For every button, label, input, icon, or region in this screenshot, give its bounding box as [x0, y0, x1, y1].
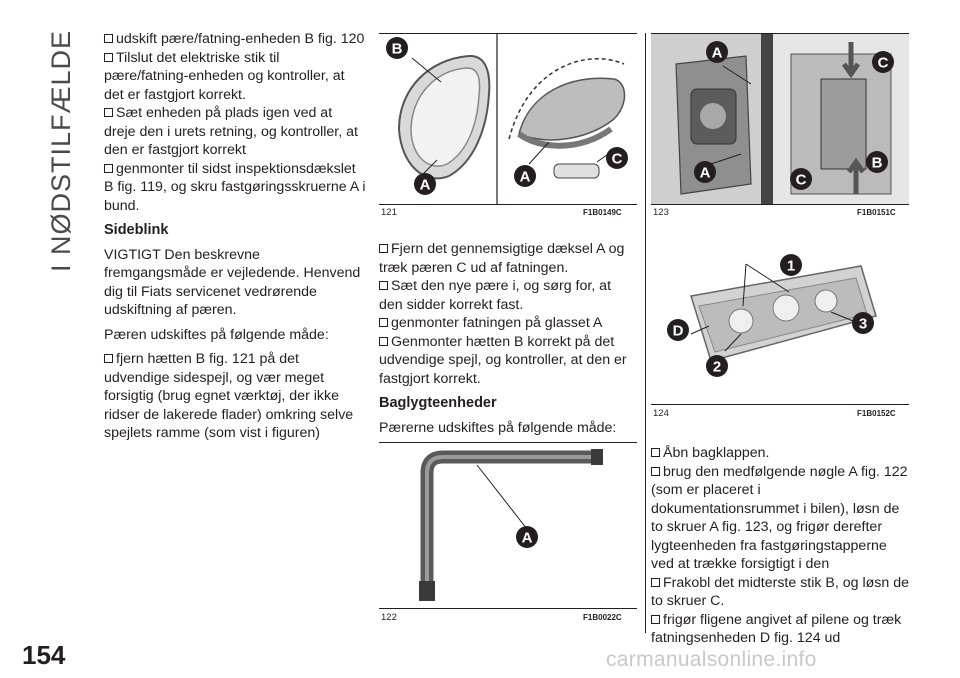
- figure-124-number: 124: [653, 408, 669, 419]
- figure-123-bottom-rule: [651, 204, 909, 205]
- bullet-item: [651, 463, 910, 574]
- checkbox-bullet-icon: [379, 244, 388, 253]
- bullet-item: [651, 611, 910, 648]
- bullet-text: Genmonter hætten B korrekt på det udvendige spejl, og kontroller, at den er fastgjort korrekt.: [379, 333, 627, 387]
- figure-123-label-b: B: [871, 154, 883, 172]
- figure-123: [651, 34, 909, 204]
- bullet-text: Tilslut det elektriske stik til pære/fatning-enheden og kontroller, at det er fastgjort korrekt.: [104, 49, 345, 103]
- bullet-text: frigør fligene angivet af pilene og træk fatningsenheden D fig. 124 ud: [651, 611, 902, 646]
- figure-124-label-d: D: [672, 322, 684, 340]
- checkbox-bullet-icon: [104, 164, 113, 173]
- bullet-text: genmonter fatningen på glasset A: [391, 315, 603, 331]
- paragraph: Pærerne udskiftes på følgende måde:: [379, 419, 617, 436]
- figure-122-ref: F1B0022C: [583, 613, 622, 622]
- bullet-item: [379, 277, 637, 314]
- figure-124-ref: F1B0152C: [857, 409, 896, 418]
- figure-121-label-a2: A: [519, 168, 531, 186]
- page-number: 154: [22, 640, 66, 670]
- paragraph: VIGTIGT Den beskrevne fremgangsmåde er vejledende. Henvend dig til Fiats servicenet vedrørende udskiftning af pæren.: [104, 246, 361, 318]
- column-divider: [645, 33, 646, 633]
- figure-122-label-a: A: [521, 529, 533, 547]
- figure-122-bottom-rule: [379, 608, 637, 609]
- watermark: carmanualsonline.info: [606, 648, 817, 671]
- bullet-text: fjern hætten B fig. 121 på det udvendige sidespejl, og vær meget forsigtig (brug egnet værktøj, der ikke ridser de lakerede flader) omkring selve spejlets ramme (som vist i figuren): [104, 351, 354, 441]
- bullet-item: [104, 49, 366, 105]
- checkbox-bullet-icon: [379, 281, 388, 290]
- figure-123-label-c2: C: [795, 171, 807, 189]
- text-column-1: [104, 30, 366, 443]
- figure-121: [379, 34, 637, 204]
- checkbox-bullet-icon: [651, 578, 660, 587]
- checkbox-bullet-icon: [104, 354, 113, 363]
- figure-123-label-a2: A: [699, 164, 711, 182]
- figure-124-bottom-rule: [651, 404, 909, 405]
- bullet-text: Sæt den nye pære i, og sørg for, at den sidder korrekt fast.: [379, 278, 612, 313]
- bullet-item: [104, 30, 366, 49]
- figure-124: [651, 226, 909, 404]
- chapter-title: I NØDSTILFÆLDE: [46, 29, 76, 272]
- bullet-item: [379, 333, 637, 389]
- checkbox-bullet-icon: [651, 615, 660, 624]
- figure-122: [379, 443, 637, 608]
- checkbox-bullet-icon: [379, 337, 388, 346]
- bullet-item: [651, 444, 910, 463]
- bullet-item: [379, 314, 637, 333]
- bullet-text: Åbn bagklappen.: [663, 445, 770, 461]
- figure-123-label-c1: C: [877, 54, 889, 72]
- bullet-text: Frakobl det midterste stik B, og løsn de to skruer C.: [651, 574, 910, 609]
- checkbox-bullet-icon: [379, 318, 388, 327]
- figure-121-bottom-rule: [379, 204, 637, 205]
- checkbox-bullet-icon: [104, 108, 113, 117]
- bullet-item: [104, 350, 366, 443]
- bullet-text: Sæt enheden på plads igen ved at dreje den i urets retning, og kontroller, at den er fastgjort korrekt: [104, 105, 358, 158]
- checkbox-bullet-icon: [651, 448, 660, 457]
- figure-124-label-1: 1: [786, 257, 796, 275]
- text-column-2: [379, 240, 637, 443]
- figure-121-label-b: B: [391, 40, 403, 58]
- bullet-item: [104, 104, 366, 160]
- section-heading: Baglygteenheder: [379, 395, 497, 411]
- checkbox-bullet-icon: [104, 53, 113, 62]
- bullet-text: brug den medfølgende nøgle A fig. 122 (som er placeret i dokumentationsrummet i bilen), løsn de to skruer A fig. 123, og frigør derefter lygteenheden fra fastgøringstapperne ved at trække forsigtigt i den: [651, 463, 908, 572]
- bullet-item: [651, 574, 910, 611]
- figure-121-label-c: C: [611, 150, 623, 168]
- bullet-text: genmonter til sidst inspektionsdækslet B fig. 119, og skru fastgøringsskruerne A i bund.: [104, 160, 366, 214]
- section-heading: Sideblink: [104, 222, 169, 238]
- paragraph: Pæren udskiftes på følgende måde:: [104, 326, 329, 343]
- figure-121-label-a1: A: [419, 176, 431, 194]
- bullet-text: Fjern det gennemsigtige dæksel A og træk pæren C ud af fatningen.: [379, 241, 625, 276]
- bullet-item: [379, 240, 637, 277]
- checkbox-bullet-icon: [651, 467, 660, 476]
- text-column-3: [651, 444, 910, 648]
- figure-121-number: 121: [381, 207, 397, 218]
- bullet-text: udskift pære/fatning-enheden B fig. 120: [116, 31, 365, 47]
- figure-124-label-2: 2: [712, 358, 722, 376]
- figure-123-ref: F1B0151C: [857, 208, 896, 217]
- figure-122-number: 122: [381, 612, 397, 623]
- figure-121-ref: F1B0149C: [583, 208, 622, 217]
- figure-123-number: 123: [653, 207, 669, 218]
- checkbox-bullet-icon: [104, 34, 113, 43]
- bullet-item: [104, 160, 366, 216]
- figure-123-label-a1: A: [711, 44, 723, 62]
- figure-124-label-3: 3: [858, 315, 868, 333]
